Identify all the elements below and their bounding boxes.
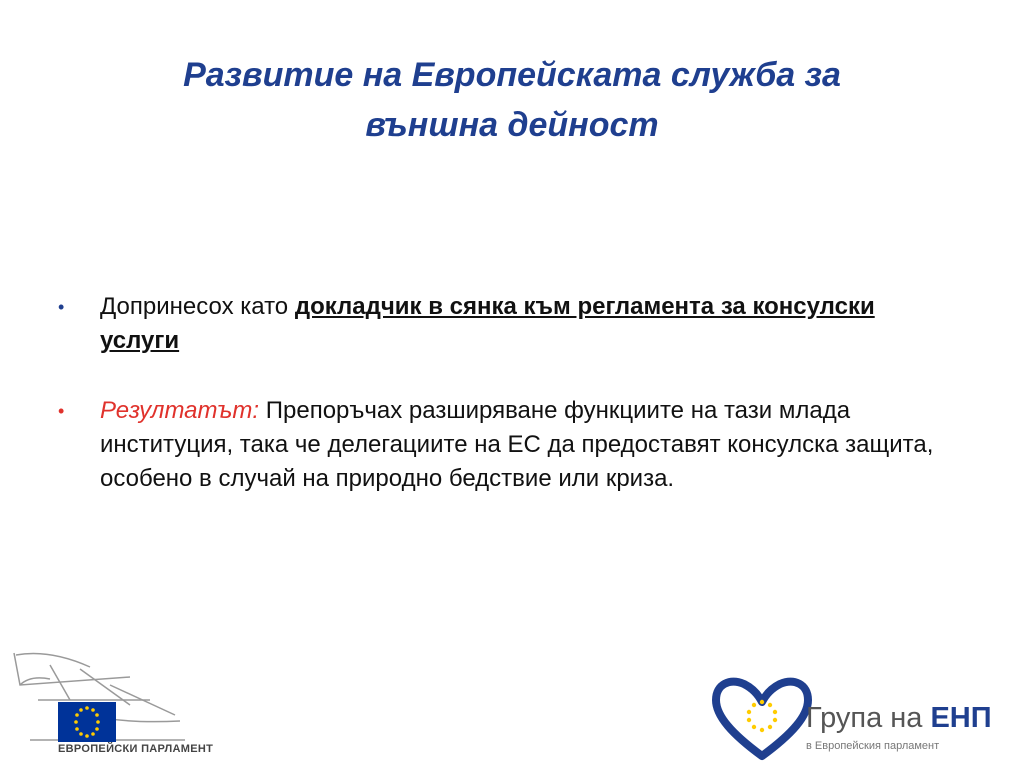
bullet-item-shadow-rapporteur [58, 290, 958, 358]
title-line-1: Развитие на Европейската служба за [183, 56, 841, 94]
ep-logo-caption: ЕВРОПЕЙСКИ ПАРЛАМЕНТ [58, 743, 214, 755]
epp-group-name [806, 702, 992, 735]
bullet-item-result [58, 394, 958, 496]
title-line-2: външна дейност [365, 106, 659, 144]
bullet-dot-icon: • [58, 297, 65, 317]
epp-name-regular: Група на [806, 702, 931, 734]
bullet-list [58, 290, 958, 496]
epp-name-bold: ЕНП [930, 702, 992, 734]
bullet-emphasis-text: докладчик в сянка към регламента за консулски услуги [100, 293, 875, 354]
bullet-dot-icon: • [58, 401, 65, 421]
result-text: Препоръчах разширяване функциите на тази млада институция, така че делегациите на ЕС да предоставят консулска защита, особено в случай на природно бедствие или криза. [100, 397, 934, 492]
heart-icon [716, 682, 808, 756]
slide-title [60, 50, 964, 150]
bullet-lead-text: Допринесох като [100, 293, 295, 320]
epp-group-subtitle: в Европейския парламент [806, 740, 940, 752]
result-label: Резултатът: [100, 397, 260, 424]
